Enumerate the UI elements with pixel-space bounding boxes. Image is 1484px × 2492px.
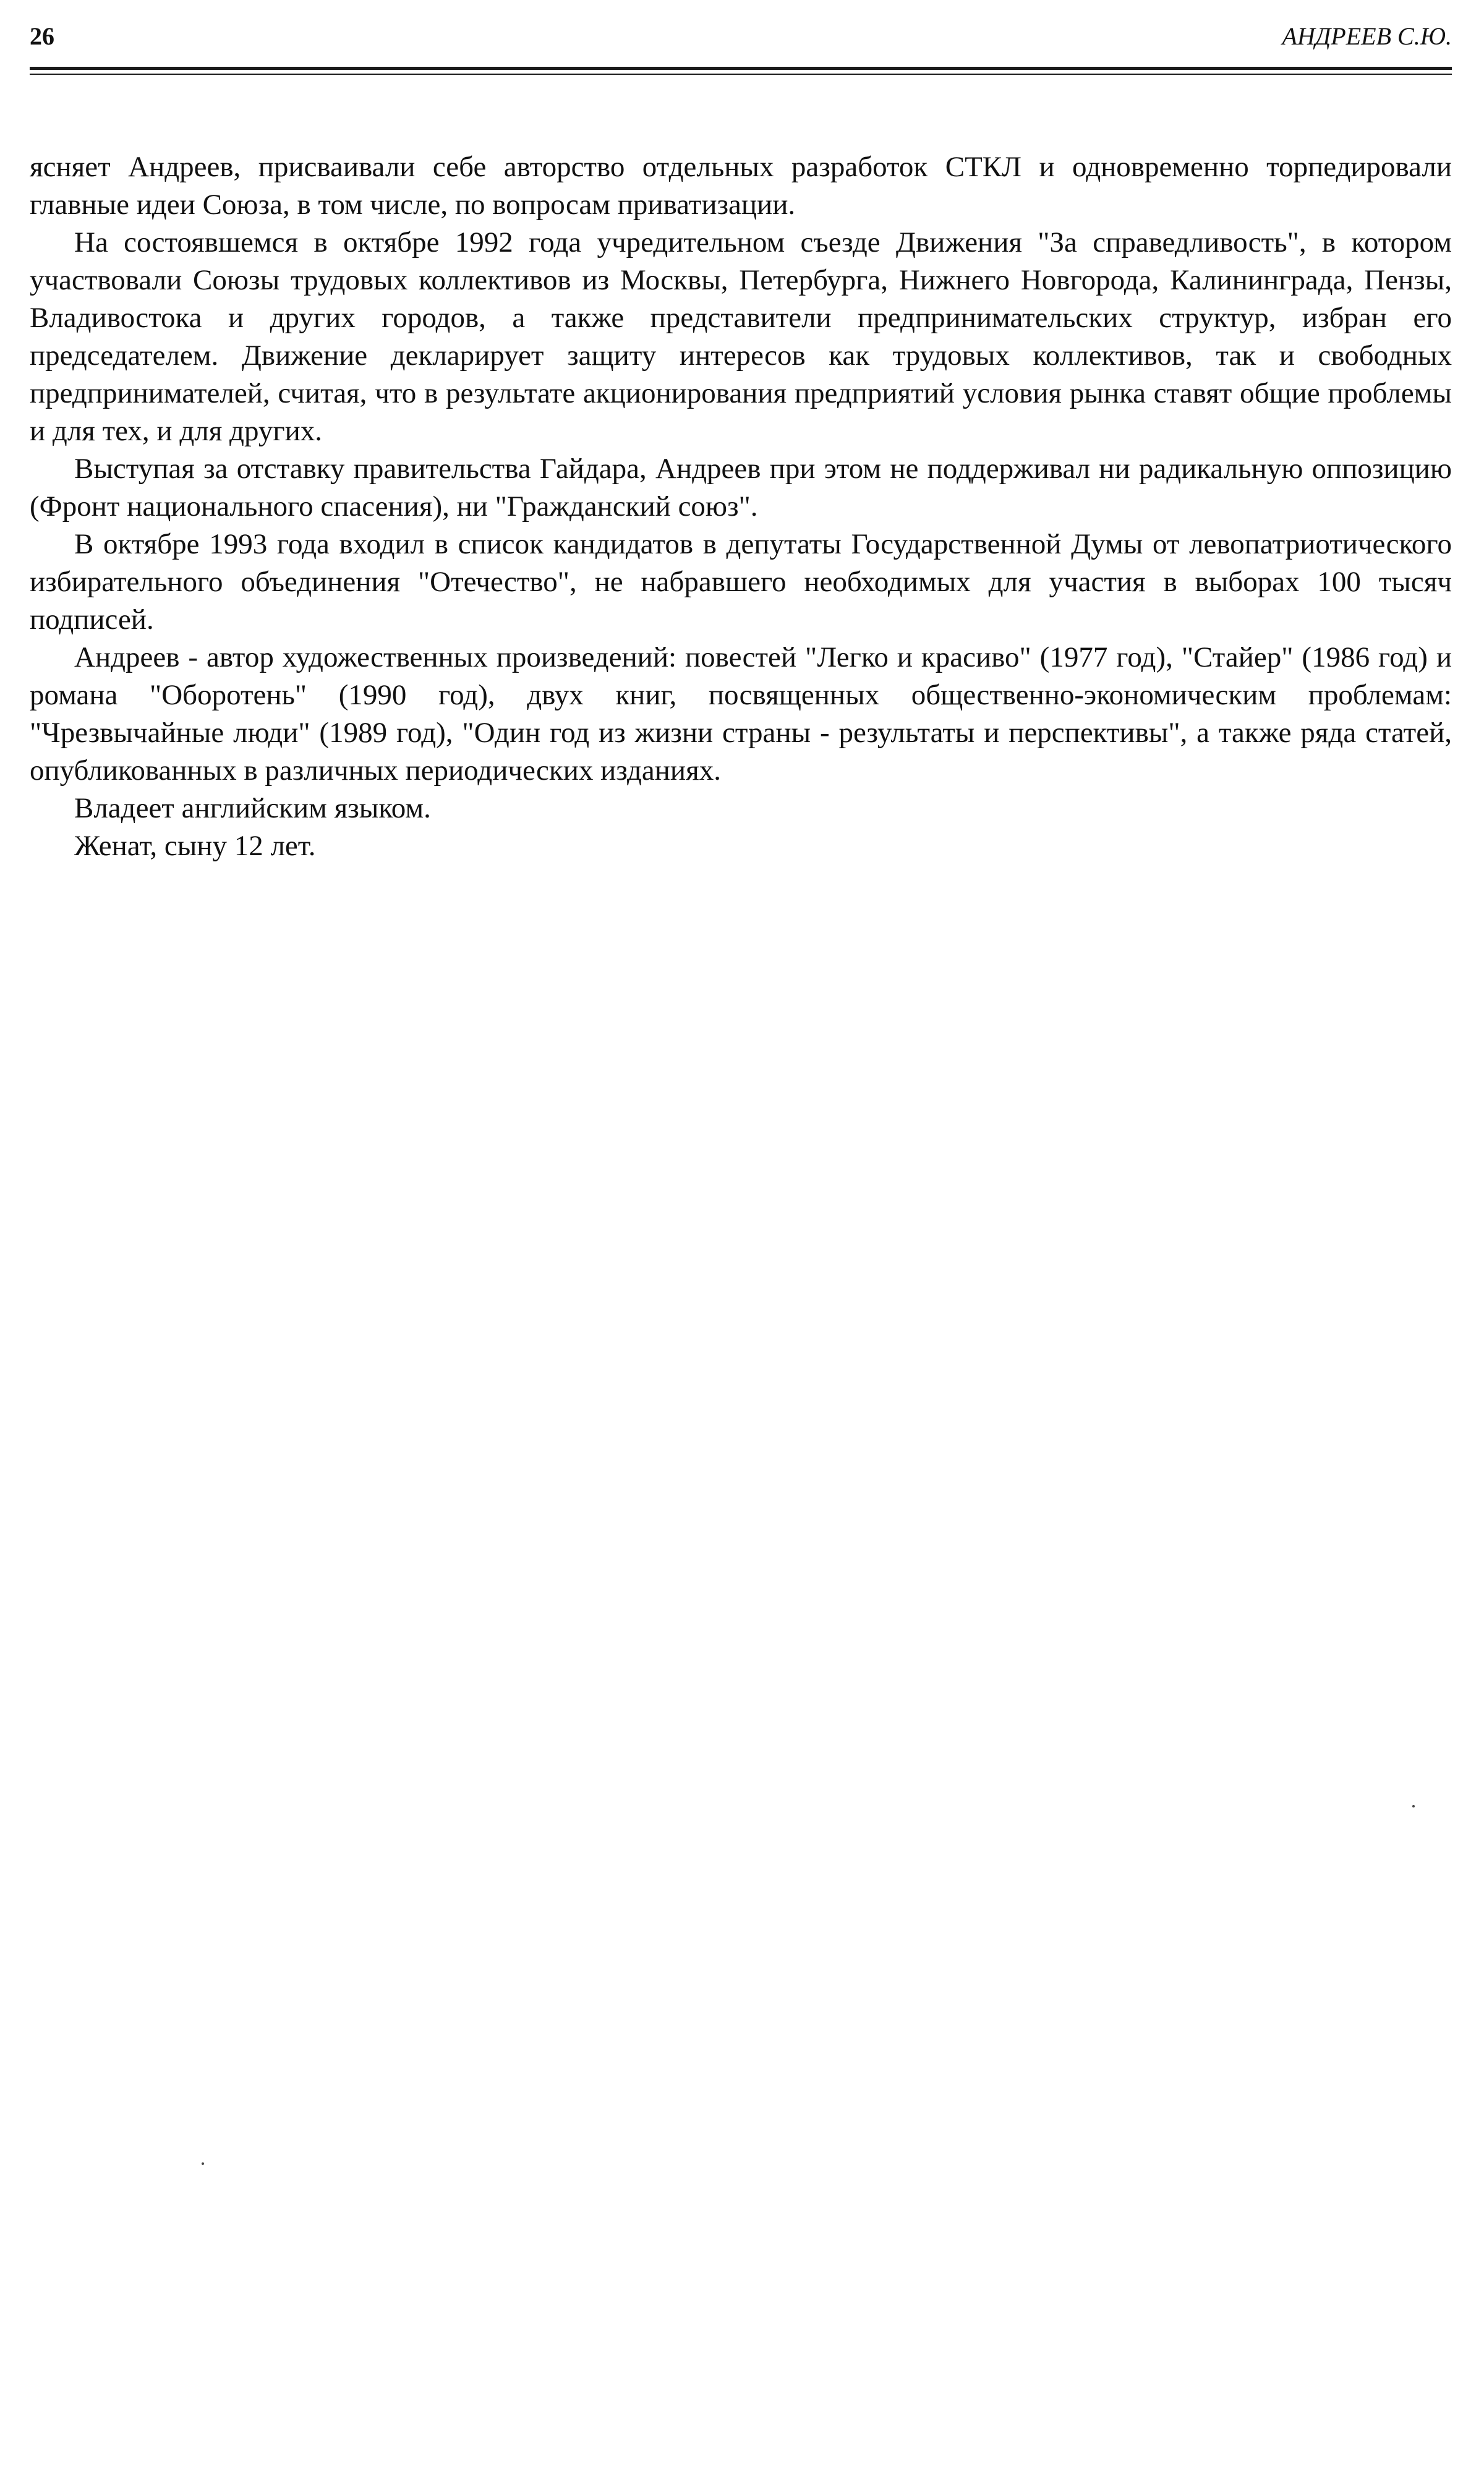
document-page	[30, 0, 1452, 2492]
scan-speck	[202, 2162, 204, 2165]
header-rule-thin	[30, 74, 1452, 75]
page-header	[30, 21, 1452, 58]
paragraph-language: Владеет английским языком.	[74, 792, 431, 824]
paragraph-family: Женат, сыну 12 лет.	[74, 830, 316, 862]
page-number: 26	[30, 22, 54, 50]
header-rule-thick	[30, 67, 1452, 70]
paragraph-works: Андреев - автор художественных произведений: повестей "Легко и красиво" (1977 год), "Стайер" (1986 год) и романа "Оборотень" (1990 год), двух книг, посвященных общественно-экономическим проблемам: "Чрезвычайные люди" (1989 год), "Один год из жизни страны - результаты и перспективы", а также ряда статей, опубликованных в различных периодических изданиях.	[30, 641, 1452, 787]
paragraph-elections: В октябре 1993 года входил в список кандидатов в депутаты Государственной Думы от левопатриотического избирательного объединения "Отечество", не набравшего необходимых для участия в выборах 100 тысяч подписей.	[30, 528, 1452, 636]
scan-speck	[1412, 1805, 1415, 1807]
paragraph-opposition: Выступая за отставку правительства Гайдара, Андреев при этом не поддерживал ни радикальную оппозицию (Фронт национального спасения), ни "Гражданский союз".	[30, 453, 1452, 523]
paragraph-continuation: ясняет Андреев, присваивали себе авторство отдельных разработок СТКЛ и одновременно торпедировали главные идеи Союза, в том числе, по вопросам приватизации.	[30, 151, 1452, 221]
body-text	[30, 148, 1452, 865]
running-title: АНДРЕЕВ С.Ю.	[1282, 22, 1452, 50]
paragraph-congress: На состоявшемся в октябре 1992 года учредительном съезде Движения "За справедливость", в котором участвовали Союзы трудовых коллективов из Москвы, Петербурга, Нижнего Новгорода, Калининграда, Пензы, Владивостока и других городов, а также представители предпринимательских структур, избран его председателем. Движение декларирует защиту интересов как трудовых коллективов, так и свободных предпринимателей, считая, что в результате акционирования предприятий условия рынка ставят общие проблемы и для тех, и для других.	[30, 226, 1452, 447]
